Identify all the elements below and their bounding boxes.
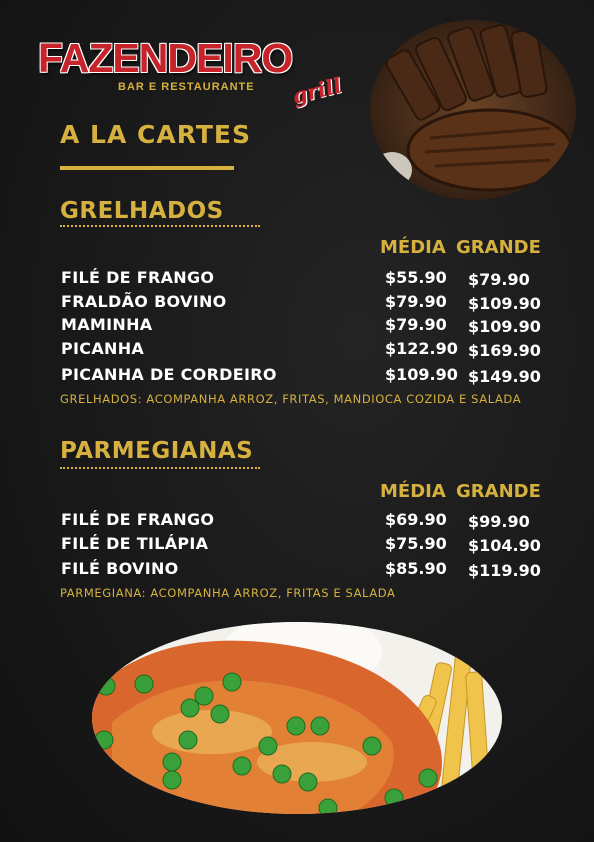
price-media: $122.90 bbox=[385, 339, 458, 358]
price-grande: $109.90 bbox=[468, 317, 541, 336]
page-title: A LA CARTES bbox=[60, 120, 251, 149]
restaurant-logo bbox=[38, 34, 358, 109]
parmegiana-photo bbox=[92, 622, 502, 814]
menu-item-name: FILÉ DE FRANGO bbox=[61, 510, 215, 529]
section-title-grelhados: GRELHADOS bbox=[60, 198, 224, 224]
section-note: PARMEGIANA: ACOMPANHA ARROZ, FRITAS E SALADA bbox=[60, 586, 396, 600]
column-header-grande: GRANDE bbox=[456, 481, 541, 502]
price-media: $79.90 bbox=[385, 315, 447, 334]
price-media: $85.90 bbox=[385, 559, 447, 578]
menu-item-name: FILÉ BOVINO bbox=[61, 559, 179, 578]
price-grande: $79.90 bbox=[468, 270, 530, 289]
menu-item-name: FILÉ DE FRANGO bbox=[61, 268, 215, 287]
menu-item-name: MAMINHA bbox=[61, 315, 153, 334]
title-underline bbox=[60, 166, 234, 170]
price-grande: $109.90 bbox=[468, 294, 541, 313]
price-grande: $119.90 bbox=[468, 561, 541, 580]
price-media: $69.90 bbox=[385, 510, 447, 529]
section-divider bbox=[60, 225, 260, 227]
steak-photo bbox=[370, 20, 576, 200]
price-media: $79.90 bbox=[385, 292, 447, 311]
column-header-grande: GRANDE bbox=[456, 237, 541, 258]
menu-item-name: FRALDÃO BOVINO bbox=[61, 292, 227, 311]
price-grande: $169.90 bbox=[468, 341, 541, 360]
price-grande: $99.90 bbox=[468, 512, 530, 531]
logo-script: grill bbox=[289, 72, 344, 109]
logo-wordmark: FAZENDEIRO bbox=[38, 35, 293, 81]
price-media: $75.90 bbox=[385, 534, 447, 553]
price-grande: $149.90 bbox=[468, 367, 541, 386]
section-title-parmegianas: PARMEGIANAS bbox=[60, 438, 254, 464]
section-note: GRELHADOS: ACOMPANHA ARROZ, FRITAS, MANDIOCA COZIDA E SALADA bbox=[60, 392, 522, 406]
menu-item-name: FILÉ DE TILÁPIA bbox=[61, 534, 209, 553]
menu-item-name: PICANHA DE CORDEIRO bbox=[61, 365, 277, 384]
logo-subtitle: BAR E RESTAURANTE bbox=[118, 81, 255, 93]
menu-item-name: PICANHA bbox=[61, 339, 145, 358]
price-grande: $104.90 bbox=[468, 536, 541, 555]
column-header-media: MÉDIA bbox=[380, 237, 446, 258]
price-media: $55.90 bbox=[385, 268, 447, 287]
price-media: $109.90 bbox=[385, 365, 458, 384]
section-divider bbox=[60, 467, 260, 469]
column-header-media: MÉDIA bbox=[380, 481, 446, 502]
